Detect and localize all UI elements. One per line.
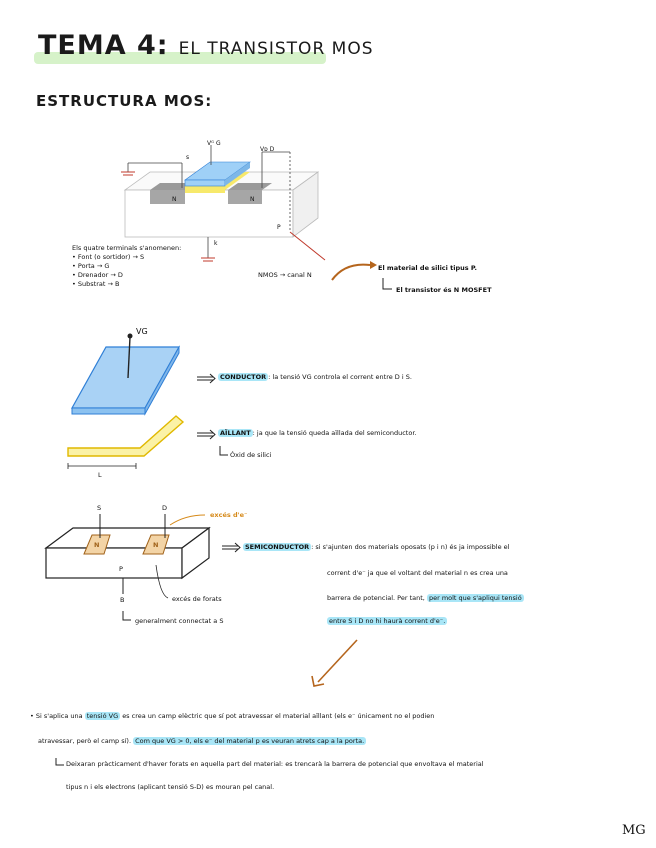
semiconductor-text: entre S i D no hi haurà corrent d'e⁻. [329, 617, 446, 625]
conductor-desc: : la tensió VG controla el corrent entre D i S. [268, 373, 412, 381]
n2-semi-label: N [153, 541, 159, 549]
semiconductor-line-1 [243, 543, 509, 551]
bottom-text: • Si s'aplica una [30, 712, 83, 720]
bottom-line-4: tipus n i els electrons (aplicant tensió S-D) es mouran pel canal. [66, 783, 275, 791]
semiconductor-text: : si s'ajunten dos materials oposats (p i n) és ja impossible el [311, 543, 510, 551]
semiconductor-highlight: per molt que s'apliqui tensió [428, 594, 522, 602]
terminal-item: • Font (o sortidor) → S [72, 253, 145, 261]
bottom-highlight: tensió VG [86, 712, 119, 720]
aillant-label: AÏLLANT [220, 429, 251, 437]
p-semi-label: P [119, 565, 123, 573]
vd-label: Vᴅ D [260, 146, 275, 153]
bottom-line-2 [38, 737, 366, 745]
semiconductor-label: SEMICONDUCTOR [245, 543, 310, 551]
n2-label: N [250, 196, 255, 203]
length-label: L [98, 471, 102, 479]
terminals-list [72, 244, 181, 289]
semiconductor-block [46, 514, 209, 598]
excess-electrons-label: excés d'e⁻ [210, 511, 248, 519]
oxide-label: Óxid de silici [230, 451, 272, 459]
signature: MG [622, 823, 646, 838]
transistor-note: El transistor és N MOSFET [396, 286, 492, 294]
bottom-highlight: Com que VG > 0, els e⁻ del material p es veuran atrets cap a la porta. [135, 737, 365, 745]
p-label: P [277, 224, 281, 231]
vg-plate-label: VG [136, 327, 148, 336]
terminals-title: Els quatre terminals s'anomenen: [72, 244, 182, 252]
conductor-label: CONDUCTOR [220, 373, 267, 381]
title-sub: EL TRANSISTOR MOS [178, 39, 374, 59]
conductor-text [218, 373, 412, 381]
terminal-item: • Substrat → B [72, 280, 120, 288]
semiconductor-line-2: corrent d'e⁻ ja que el voltant del material n es crea una [327, 569, 508, 577]
section-heading: ESTRUCTURA MOS: [36, 92, 213, 110]
aillant-text [218, 429, 416, 437]
semiconductor-line-4 [327, 617, 447, 625]
down-arrow [312, 640, 357, 686]
bottom-text: es crea un camp elèctric que sí pot atravessar el material aïllant (els e⁻ únicament no el podien [122, 712, 435, 720]
aillant-desc: : ja que la tensió queda aïllada del semiconductor. [252, 429, 417, 437]
b-semi-label: B [120, 596, 125, 604]
k-label: k [214, 240, 218, 247]
bottom-text: atravessar, però el camp sí). [38, 737, 132, 745]
conductor-plate [72, 334, 179, 415]
excess-holes-label: excés de forats [172, 595, 222, 603]
title-main: TEMA 4: [38, 30, 169, 61]
insulator-strip [68, 416, 183, 469]
material-note: El material de silici tipus P. [378, 264, 477, 272]
s-label: s [186, 154, 190, 161]
bottom-line-1 [30, 712, 434, 720]
terminal-item: • Porta → G [72, 262, 110, 270]
n1-semi-label: N [94, 541, 100, 549]
semiconductor-text: barrera de potencial. Per tant, [327, 594, 425, 602]
connected-label: generalment connectat a S [135, 617, 224, 625]
n1-label: N [172, 196, 177, 203]
drain-label: D [162, 504, 168, 512]
source-label: S [97, 504, 102, 512]
nmos-label: NMOS → canal N [258, 271, 312, 279]
bottom-line-3: Deixaran pràcticament d'haver forats en aquella part del material: es trencarà la barrera de potencial que envoltava el material [66, 760, 484, 768]
terminal-item: • Drenador → D [72, 271, 123, 279]
vg-label: Vᴳ G [207, 140, 221, 147]
semiconductor-line-3 [327, 594, 524, 602]
